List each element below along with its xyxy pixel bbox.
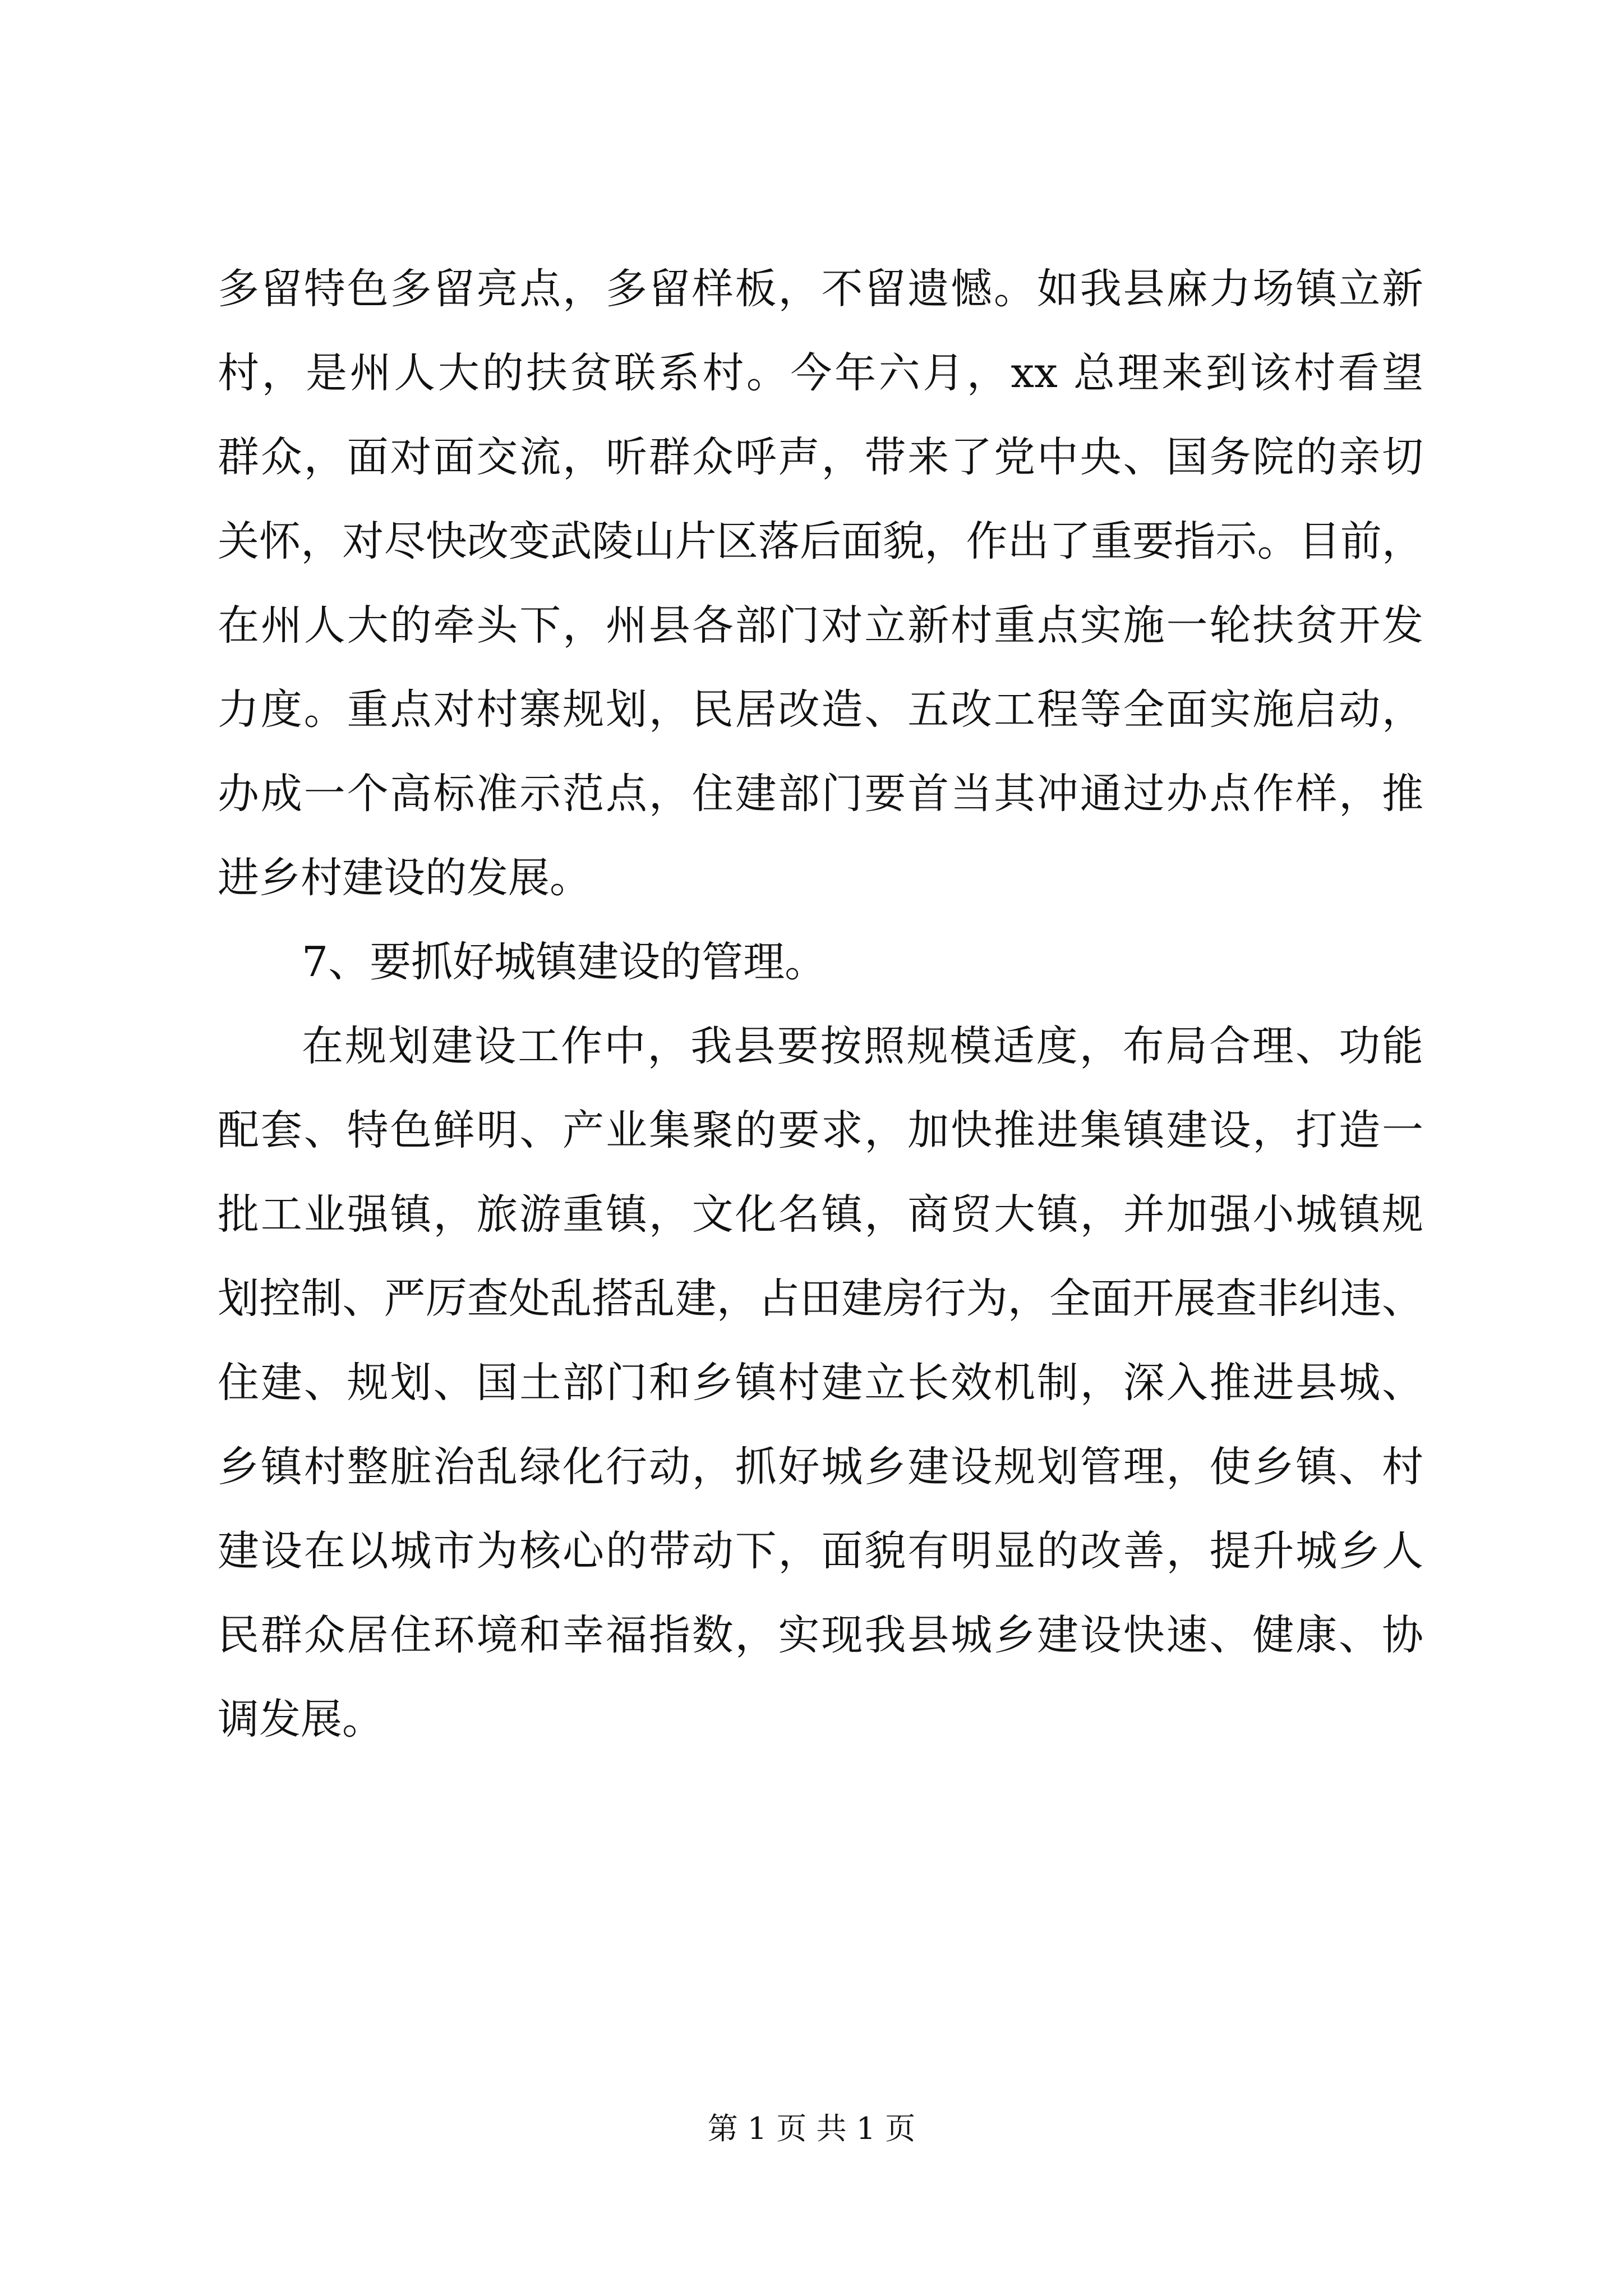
section-heading: 7、要抓好城镇建设的管理。 [302, 938, 827, 986]
paragraph-line: 民群众居住环境和幸福指数，实现我县城乡建设快速、健康、协 [218, 1611, 1423, 1659]
paragraph-line: 进乡村建设的发展。 [218, 854, 591, 902]
paragraph-line: 批工业强镇，旅游重镇，文化名镇，商贸大镇，并加强小城镇规 [218, 1190, 1423, 1239]
paragraph-line: 多留特色多留亮点，多留样板，不留遗憾。如我县麻力场镇立新 [218, 265, 1423, 313]
paragraph-line: 建设在以城市为核心的带动下，面貌有明显的改善，提升城乡人 [218, 1527, 1423, 1575]
paragraph-line: 群众，面对面交流，听群众呼声，带来了党中央、国务院的亲切 [218, 433, 1423, 481]
paragraph-line: 乡镇村整脏治乱绿化行动，抓好城乡建设规划管理，使乡镇、村 [218, 1443, 1423, 1491]
paragraph-line: 在规划建设工作中，我县要按照规模适度，布局合理、功能 [302, 1022, 1423, 1070]
paragraph-line: 调发展。 [218, 1695, 384, 1743]
paragraph-line: 办成一个高标准示范点，住建部门要首当其冲通过办点作样，推 [218, 770, 1423, 818]
page-footer: 第 1 页 共 1 页 [707, 2111, 916, 2146]
paragraph-line: 住建、规划、国土部门和乡镇村建立长效机制，深入推进县城、 [218, 1359, 1423, 1407]
paragraph-line: 配套、特色鲜明、产业集聚的要求，加快推进集镇建设，打造一 [218, 1106, 1423, 1154]
document-body [218, 247, 1423, 1761]
paragraph-line: 力度。重点对村寨规划，民居改造、五改工程等全面实施启动， [218, 685, 1423, 734]
paragraph-line: 在州人大的牵头下，州县各部门对立新村重点实施一轮扶贫开发 [218, 601, 1423, 650]
paragraph-line: 村，是州人大的扶贫联系村。今年六月，xx 总理来到该村看望 [218, 349, 1423, 397]
paragraph-line: 划控制、严厉查处乱搭乱建，占田建房行为，全面开展查非纠违、 [218, 1274, 1423, 1323]
paragraph-line: 关怀，对尽快改变武陵山片区落后面貌，作出了重要指示。目前， [218, 517, 1423, 565]
